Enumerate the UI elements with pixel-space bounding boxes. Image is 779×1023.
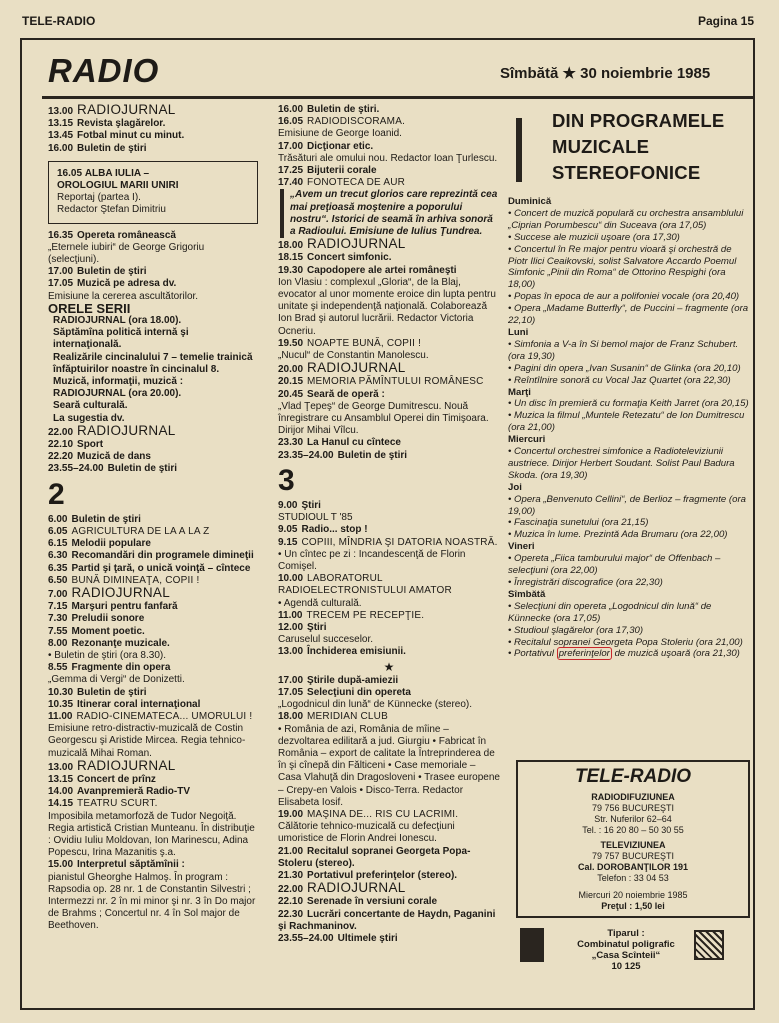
- program-item: [48, 859, 258, 932]
- program-title: MERIDIAN CLUB: [307, 711, 388, 723]
- sidebar-item: • Recitalul sopranei Georgeta Popa Stoleriu (ora 21,00): [508, 636, 743, 648]
- program-time: 13.45: [48, 130, 74, 142]
- program-time: 8.55: [48, 662, 68, 674]
- program-time: 14.15: [48, 798, 74, 810]
- program-time: 13.00: [48, 761, 74, 773]
- program-item: [278, 141, 500, 165]
- sidebar-item: • Muzica la filmul „Muntele Retezatu“ de Ion Dumitrescu (ora 21,00): [508, 410, 745, 434]
- sidebar-day: Marţi: [508, 386, 531, 398]
- program-item: [278, 238, 500, 252]
- program-title: Bijuterii corale: [307, 165, 377, 177]
- program-title: NOAPTE BUNĂ, COPII !: [307, 337, 422, 349]
- featured-title-2: OROLOGIUL MARII UNIRI: [57, 180, 179, 192]
- program-title: LABORATORUL RADIOELECTRONISTULUI AMATOR: [278, 573, 452, 597]
- program-title: Recitalul sopranei Georgeta Popa-Stoleru (stereo).: [278, 845, 471, 869]
- program-time: 22.10: [278, 896, 304, 908]
- program-time: 13.15: [48, 118, 74, 130]
- program-title: MEMORIA PĂMÎNTULUI ROMÂNESC: [307, 376, 484, 388]
- program-time: 15.00: [48, 859, 74, 871]
- program-time: 22.00: [278, 884, 304, 896]
- program-desc: pianistul Gheorghe Halmoş. În program : Rapsodia op. 28 nr. 1 de Constantin Silvestri ; Intermezzi nr. 2 în mi minor şi nr. 3 în Do major de Brahms ; Concertul nr. 4 în Sol major de Beethoven.: [48, 871, 256, 932]
- masthead: RADIO: [48, 52, 160, 89]
- sidebar-heading-2: MUZICALE: [552, 136, 650, 157]
- printer-logo-icon: [520, 928, 544, 962]
- publisher-line-4: Tel. : 16 20 80 – 50 30 55: [582, 825, 684, 835]
- program-2-heading: 2: [48, 477, 65, 511]
- program-time: 22.30: [278, 908, 304, 920]
- sidebar-day: Vineri: [508, 541, 535, 553]
- publisher-line-10: Preţul : 1,50 lei: [601, 901, 665, 911]
- publisher-title: TELE-RADIO: [574, 766, 692, 787]
- program-item: [48, 514, 258, 526]
- sidebar-item: • Opera „Madame Butterfly“, de Puccini – fragmente (ora 22,10): [508, 303, 749, 327]
- printer-line-2: Combinatul poligrafic: [577, 939, 675, 950]
- program-title: Avanpremieră Radio-TV: [77, 786, 191, 798]
- program-time: 23.35–24.00: [278, 449, 334, 461]
- program-desc: • Agendă culturală.: [278, 597, 362, 609]
- program-item: [278, 573, 500, 610]
- program-time: 8.00: [48, 637, 68, 649]
- program-title: RADIODISCORAMA.: [307, 116, 406, 128]
- program-item: [278, 622, 500, 646]
- program-desc: „Gemma di Vergi“ de Donizetti.: [48, 674, 185, 686]
- program-item: [48, 774, 258, 786]
- program-title: Radio... stop !: [301, 524, 368, 536]
- evening-title: ORELE SERII: [48, 300, 131, 316]
- program-title: Muzică de dans: [77, 451, 151, 463]
- sidebar-item: • Concert de muzică populară cu orchestra ansamblului „Ciprian Porumbescu“ din Suceava (ora 17,05): [508, 207, 744, 231]
- program-time: 12.00: [278, 621, 304, 633]
- program-title: RADIOJURNAL: [307, 880, 406, 896]
- program-title: Revista şlagărelor.: [77, 118, 166, 130]
- evening-item: Realizările cincinalului 7 – temelie trainică înfăptuirilor noastre în cincinalul 8.: [53, 351, 253, 375]
- program-item: [48, 550, 258, 562]
- program-title: Buletin de ştiri: [77, 266, 147, 278]
- sidebar-item: • Succese ale muzicii uşoare (ora 17,30): [508, 231, 680, 243]
- program-desc: • Un cîntec pe zi : Incandescenţă de Florin Comişel.: [278, 548, 466, 572]
- program-item: [48, 584, 258, 601]
- program-desc: Emisiune la cererea ascultătorilor.: [48, 290, 199, 302]
- program-time: 10.30: [48, 686, 74, 698]
- sidebar-item: • Un disc în premieră cu formaţia Keith Jarret (ora 20,15): [508, 398, 749, 410]
- sidebar-heading: [552, 108, 724, 186]
- program-title: Preludii sonore: [71, 613, 145, 625]
- evening-item: Seară culturală.: [53, 400, 128, 412]
- program-time: 7.00: [48, 588, 68, 600]
- printer-credit: [566, 928, 686, 972]
- program-title: Interpretul săptămînii :: [77, 859, 185, 871]
- program-desc: „Nucul“ de Constantin Manolescu.: [278, 350, 429, 362]
- program-title: Melodii populare: [71, 538, 151, 550]
- program-item: [278, 675, 500, 687]
- sidebar-last-item: [508, 648, 750, 660]
- sidebar-item: • Selecţiuni din opereta „Logodnicul din lună“ de Künnecke (ora 17,05): [508, 600, 712, 624]
- program-item: [48, 563, 258, 575]
- program-item: [48, 104, 258, 118]
- program-title: Sport: [77, 439, 104, 451]
- program-item: [278, 450, 500, 462]
- program-item: [278, 177, 500, 189]
- program-time: 23.55–24.00: [278, 933, 334, 944]
- evening-item: RADIOJURNAL (ora 18.00).: [53, 315, 182, 327]
- program-title: Buletin de ştiri: [107, 463, 178, 475]
- program-title: Selecţiuni din opereta: [307, 686, 411, 698]
- sidebar-heading-1: DIN PROGRAMELE: [552, 110, 725, 131]
- sidebar-item: • Simfonia a V-a în Si bemol major de Franz Schubert. (ora 19,30): [508, 338, 739, 362]
- program-item: [278, 809, 500, 846]
- program-title: Marşuri pentru fanfară: [71, 601, 178, 613]
- program-time: 9.00: [278, 499, 298, 511]
- publisher-line-2: 79 756 BUCUREŞTI: [591, 803, 675, 813]
- program-desc: „Logodnicul din lună“ de Künnecke (stereo).: [278, 699, 473, 711]
- program-title: Ştirile după-amiezii: [307, 674, 399, 686]
- publisher-box: [516, 760, 750, 918]
- sidebar-heading-3: STEREOFONICE: [552, 162, 701, 183]
- sidebar-day: Duminică: [508, 196, 552, 207]
- program-title: Buletin de ştiri.: [307, 104, 380, 115]
- program-title: Dicţionar etic.: [307, 140, 374, 152]
- program-title: Concert de prînz: [77, 773, 156, 785]
- sidebar-item: • Popas în epoca de aur a polifoniei vocale (ora 20,40): [508, 291, 740, 303]
- program-desc: Caruselul succeselor.: [278, 634, 374, 646]
- program-item: [278, 537, 500, 574]
- evening-section: [48, 300, 258, 425]
- evening-item: Săptămîna politică internă şi internaţională.: [53, 327, 189, 351]
- program-desc: Emisiune retro-distractiv-muzicală de Costin Georgescu şi Aristide Mircea. Regia tehnico-muzicală Mihai Roman.: [48, 723, 246, 759]
- program-item: [278, 896, 500, 908]
- sidebar-day: Miercuri: [508, 434, 546, 446]
- running-header-left: TELE-RADIO: [22, 14, 96, 28]
- program-time: 7.55: [48, 625, 68, 637]
- program-time: 19.30: [278, 264, 304, 276]
- program-time: 18.15: [278, 252, 304, 264]
- program-item: [278, 165, 500, 177]
- program-item: [48, 451, 258, 463]
- program-desc: Emisiune de George Ioanid.: [278, 128, 402, 140]
- program-item: [278, 338, 500, 362]
- program-item: [278, 265, 500, 338]
- program-desc: Imposibila metamorfoză de Tudor Negoiţă. Regia artistică Cristian Munteanu. În distribuţie : Ovidiu Iuliu Moldovan, Ion Marinescu, Adina Popescu, Irina Mazanitis ş.a.: [48, 810, 255, 859]
- program-title: Capodopere ale artei româneşti: [307, 264, 457, 276]
- emblem-icon: [694, 930, 724, 960]
- featured-desc-1: Reportaj (partea I).: [57, 192, 141, 204]
- program-time: 11.00: [48, 710, 73, 722]
- program-item: [48, 662, 258, 686]
- program-item: [48, 266, 258, 278]
- program-item: [278, 711, 500, 809]
- sidebar-day: Sîmbătă: [508, 588, 546, 600]
- program-item: [48, 439, 258, 451]
- program-item: [278, 882, 500, 896]
- program-time: 20.45: [278, 388, 304, 400]
- printer-line-1: Tiparul :: [607, 928, 645, 939]
- program-time: 6.50: [48, 574, 68, 586]
- program-title: RADIOJURNAL: [77, 422, 176, 438]
- program-item: [48, 711, 258, 760]
- program-time: 21.00: [278, 845, 304, 857]
- program-time: 18.00: [278, 711, 304, 723]
- program-desc: STUDIOUL T '85: [278, 512, 353, 524]
- program-item: [48, 422, 258, 439]
- program-time: 11.00: [278, 609, 303, 621]
- program-time: 7.15: [48, 601, 68, 613]
- program-item: [278, 610, 500, 622]
- program-item: [48, 526, 258, 538]
- program-title: RADIO-CINEMATECA... UMORULUI !: [76, 710, 253, 722]
- program-title: Buletin de ştiri: [71, 513, 141, 525]
- program-item: [278, 116, 500, 140]
- program-item: [278, 846, 500, 870]
- program-time: 17.00: [48, 266, 74, 278]
- program-item: [278, 437, 500, 449]
- program-title: Buletin de ştiri: [337, 449, 408, 461]
- publisher-line-6: 79 757 BUCUREŞTI: [591, 851, 675, 861]
- last-item-post: de muzică uşoară (ora 21,30): [614, 648, 740, 660]
- evening-item: RADIOJURNAL (ora 20.00).: [53, 388, 182, 400]
- circled-word: preferinţelor: [558, 648, 610, 660]
- featured-title: ALBA IULIA –: [84, 167, 150, 179]
- program-time: 17.25: [278, 165, 304, 177]
- featured-box: [48, 161, 258, 224]
- stereo-schedule: [508, 196, 750, 660]
- program-time: 21.30: [278, 869, 304, 881]
- program-desc: Trăsături ale omului nou. Redactor Ioan Ţurlescu.: [278, 152, 498, 164]
- program-time: 6.30: [48, 550, 68, 562]
- program-time: 13.00: [278, 646, 304, 658]
- program-item: [48, 798, 258, 859]
- program-time: 17.00: [278, 140, 304, 152]
- program-title: Buletin de ştiri: [77, 686, 147, 698]
- program-item: [278, 104, 500, 116]
- program-item: [48, 699, 258, 711]
- program-item: [48, 757, 258, 774]
- program-item: [48, 626, 258, 638]
- program-time: 6.35: [48, 562, 68, 574]
- program-time: 17.40: [278, 177, 304, 189]
- program-time: 17.00: [278, 674, 304, 686]
- sidebar-item: • Opera „Benvenuto Cellini“, de Berlioz – fragmente (ora 19,00): [508, 493, 746, 517]
- program-item: [48, 143, 258, 155]
- program-item: [48, 463, 258, 475]
- program-item: [48, 687, 258, 699]
- program-time: 23.55–24.00: [48, 463, 104, 475]
- program-time: 19.00: [278, 808, 304, 820]
- program-time: 20.00: [278, 364, 304, 376]
- sidebar-item: • Concertul în Re major pentru vioară şi orchestră de Piotr Ilici Ceaikovski, solist Salvatore Accardo Poemul Simfonic „Pinii din Roma“ de Ottorino Respighi (ora 18,00): [508, 243, 737, 291]
- program-title: RADIOJURNAL: [77, 102, 176, 117]
- program-time: 10.35: [48, 698, 74, 710]
- program-item: [48, 613, 258, 625]
- program-title: Portativul preferinţelor (stereo).: [307, 869, 458, 881]
- sidebar-item: • Fascinaţia sunetului (ora 21,15): [508, 517, 649, 529]
- publisher-line-9: Miercuri 20 noiembrie 1985: [578, 890, 688, 900]
- evening-item: La sugestia dv.: [53, 412, 125, 424]
- program-time: 9.15: [278, 536, 298, 548]
- program-title: Recomandări din programele dimineţii: [71, 550, 254, 562]
- program-title: Fragmente din opera: [71, 662, 171, 674]
- program-time: 18.00: [278, 240, 304, 252]
- program-item: [278, 524, 500, 536]
- program-title: AGRICULTURA DE LA A LA Z: [71, 525, 210, 537]
- program-title: La Hanul cu cîntece: [307, 437, 401, 449]
- publisher-line-1: RADIODIFUZIUNEA: [591, 792, 675, 802]
- sidebar-day: Luni: [508, 326, 529, 338]
- printer-line-4: 10 125: [611, 961, 641, 972]
- program-item: [278, 252, 500, 264]
- program-title: FONOTECA DE AUR: [307, 177, 406, 189]
- program-title: TRECEM PE RECEPŢIE.: [306, 609, 425, 621]
- program-title: Muzică pe adresa dv.: [77, 278, 177, 290]
- program-item: [278, 389, 500, 438]
- program-title: Rezonanţe muzicale.: [71, 637, 170, 649]
- publisher-line-8: Telefon : 33 04 53: [597, 873, 669, 883]
- program-desc: „Vlad Ţepeş“ de George Dumitrescu. Nouă înregistrare cu Ansamblul Operei din Timişoara. Dirijor Mihai Vîlcu.: [278, 400, 489, 437]
- program-item: [48, 130, 258, 142]
- program-item: [48, 786, 258, 798]
- program-time: 7.30: [48, 613, 68, 625]
- featured-desc-2: Redactor Ştefan Dimitriu: [57, 204, 166, 216]
- program-title: TEATRU SCURT.: [77, 798, 158, 810]
- dateline: Sîmbătă ★ 30 noiembrie 1985: [500, 65, 711, 82]
- program-time: 22.20: [48, 451, 74, 463]
- program-title: Serenade în versiuni corale: [307, 896, 438, 908]
- last-item-pre: • Portativul: [508, 648, 555, 660]
- program-time: 22.10: [48, 439, 74, 451]
- program-desc: „Eternele iubiri“ de George Grigoriu (selecţiuni).: [48, 241, 205, 266]
- sidebar-item: • Opereta „Fiica tamburului major“ de Offenbach – selecţiuni (ora 22,00): [508, 553, 721, 577]
- program-time: 19.50: [278, 337, 304, 349]
- program-time: 6.15: [48, 538, 68, 550]
- program-item: [278, 646, 500, 658]
- program-title: Concert simfonic.: [307, 252, 392, 264]
- publisher-line-3: Str. Nuferilor 62–64: [594, 814, 672, 824]
- sidebar-item: • Pagini din opera „Ivan Susanin“ de Glinka (ora 20,10): [508, 362, 741, 374]
- program-time: 14.00: [48, 786, 74, 798]
- program-time: 23.30: [278, 437, 304, 449]
- featured-time: 16.05: [57, 167, 83, 179]
- program-title: Ştiri: [301, 499, 321, 511]
- program-item: [48, 638, 258, 662]
- program-time: 13.15: [48, 773, 74, 785]
- program-time: 20.15: [278, 376, 304, 388]
- publisher-line-7: Cal. DOROBANŢILOR 191: [577, 862, 689, 872]
- program-title: RADIOJURNAL: [307, 236, 406, 252]
- program-desc: Ion Vlasiu : complexul „Gloria“, de la Blaj, evocator al unor momente eroice din lupta pentru unitate şi independenţă naţională. Colaborează Ion Brad şi autorul lucrării. Redactor Victoria Ocneriu.: [278, 276, 496, 337]
- program-title: BUNĂ DIMINEAŢA, COPII !: [71, 574, 200, 586]
- program-desc: • România de azi, România de mîine – dezvoltarea edilitară a jud. Giurgiu • Fabricat în România – export de calitate la Întreprinderea de în şi cînepă din Fălticeni • Case memoriale – Casa Vlahuţă din Dragosloveni • Trasee europene – Crepy-en Valois • Disco-Terra. Redactor Elisabeta Iosif.: [278, 723, 500, 808]
- program-time: 9.05: [278, 524, 298, 536]
- program-item: [48, 118, 258, 130]
- evening-item: Muzică, informaţii, muzică :: [53, 376, 184, 388]
- program-title: Lucrări concertante de Haydn, Paganini şi Rachmaninov.: [278, 908, 496, 932]
- program-desc: Călătorie tehnico-muzicală cu defecţiuni umoristice de Florin Andrei Ionescu.: [278, 821, 455, 845]
- program-time: 16.00: [278, 104, 304, 115]
- program-item: [278, 687, 500, 711]
- printer-line-3: „Casa Scînteii“: [591, 950, 661, 961]
- program-title: Seară de operă :: [307, 388, 385, 400]
- program-title: COPIII, MÎNDRIA ŞI DATORIA NOASTRĂ.: [301, 536, 498, 548]
- sidebar-item: • Înregistrări discografice (ora 22,30): [508, 577, 663, 588]
- program-title: Ştiri: [307, 621, 327, 633]
- program-desc: • Buletin de ştiri (ora 8.30).: [48, 649, 166, 661]
- program-title: Moment poetic.: [71, 625, 145, 637]
- program-title: RADIOJURNAL: [77, 757, 176, 773]
- program-title: Fotbal minut cu minut.: [77, 130, 185, 142]
- program-title: MAŞINA DE... RIS CU LACRIMI.: [307, 808, 459, 820]
- sidebar-day: Joi: [508, 481, 522, 493]
- program-item: [48, 230, 258, 267]
- program-title: Buletin de ştiri: [77, 142, 147, 154]
- program-title: Itinerar coral internaţional: [77, 698, 201, 710]
- program-title: RADIOJURNAL: [307, 360, 406, 376]
- program-item: [278, 376, 500, 388]
- program-title: Partid şi ţară, o unică voinţă – cîntece: [71, 562, 251, 574]
- program-3-heading: 3: [278, 463, 295, 497]
- program-time: 6.05: [48, 525, 68, 537]
- sidebar-bar: [516, 118, 522, 182]
- program-item: [48, 278, 258, 302]
- program-title: Închiderea emisiunii.: [307, 646, 406, 658]
- program-title: RADIOJURNAL: [71, 584, 171, 600]
- program-item: [278, 909, 500, 933]
- masthead-rule: [42, 96, 754, 99]
- program-time: 10.00: [278, 573, 304, 585]
- program-time: 17.05: [278, 686, 304, 698]
- program-time: 6.00: [48, 513, 68, 525]
- program-item: [278, 933, 500, 945]
- program-time: 16.05: [278, 116, 304, 128]
- fonoteca-quote: „Avem un trecut glorios care reprezintă cea mai preţioasă moştenire a poporului nostru“. Istorici de seamă în arhiva sonoră a Radioului. Emisiune de Iulius Ţundrea.: [280, 189, 500, 238]
- program-time: 16.00: [48, 142, 74, 154]
- program-title: Ultimele ştiri: [337, 933, 398, 944]
- sidebar-item: • Reîntîlnire sonoră cu Vocal Jaz Quartet (ora 22,30): [508, 374, 731, 386]
- program-title: Opereta românească: [77, 229, 176, 241]
- program-time: 22.00: [48, 426, 74, 438]
- program-time: 13.00: [48, 106, 74, 117]
- program-item: [48, 538, 258, 550]
- program-item: [278, 362, 500, 376]
- column-program-1: [48, 104, 258, 933]
- sidebar-item: • Studioul şlagărelor (ora 17,30): [508, 624, 644, 636]
- program-item: [278, 500, 500, 524]
- sidebar-item: • Muzica în lume. Prezintă Ada Brumaru (ora 22,00): [508, 529, 728, 541]
- sidebar-item: • Concertul orchestrei simfonice a Radioteleviziunii austriece. Dirijor Herbert Soudant. Solist Paul Badura Skoda. (ora 19,30): [508, 446, 735, 481]
- publisher-line-5: TELEVIZIUNEA: [600, 840, 666, 850]
- column-program-2: [278, 104, 500, 945]
- star-separator: ★: [383, 659, 395, 674]
- page-number: Pagina 15: [698, 14, 755, 28]
- program-item: [48, 601, 258, 613]
- program-time: 16.35: [48, 229, 74, 241]
- program-time: 17.05: [48, 278, 74, 290]
